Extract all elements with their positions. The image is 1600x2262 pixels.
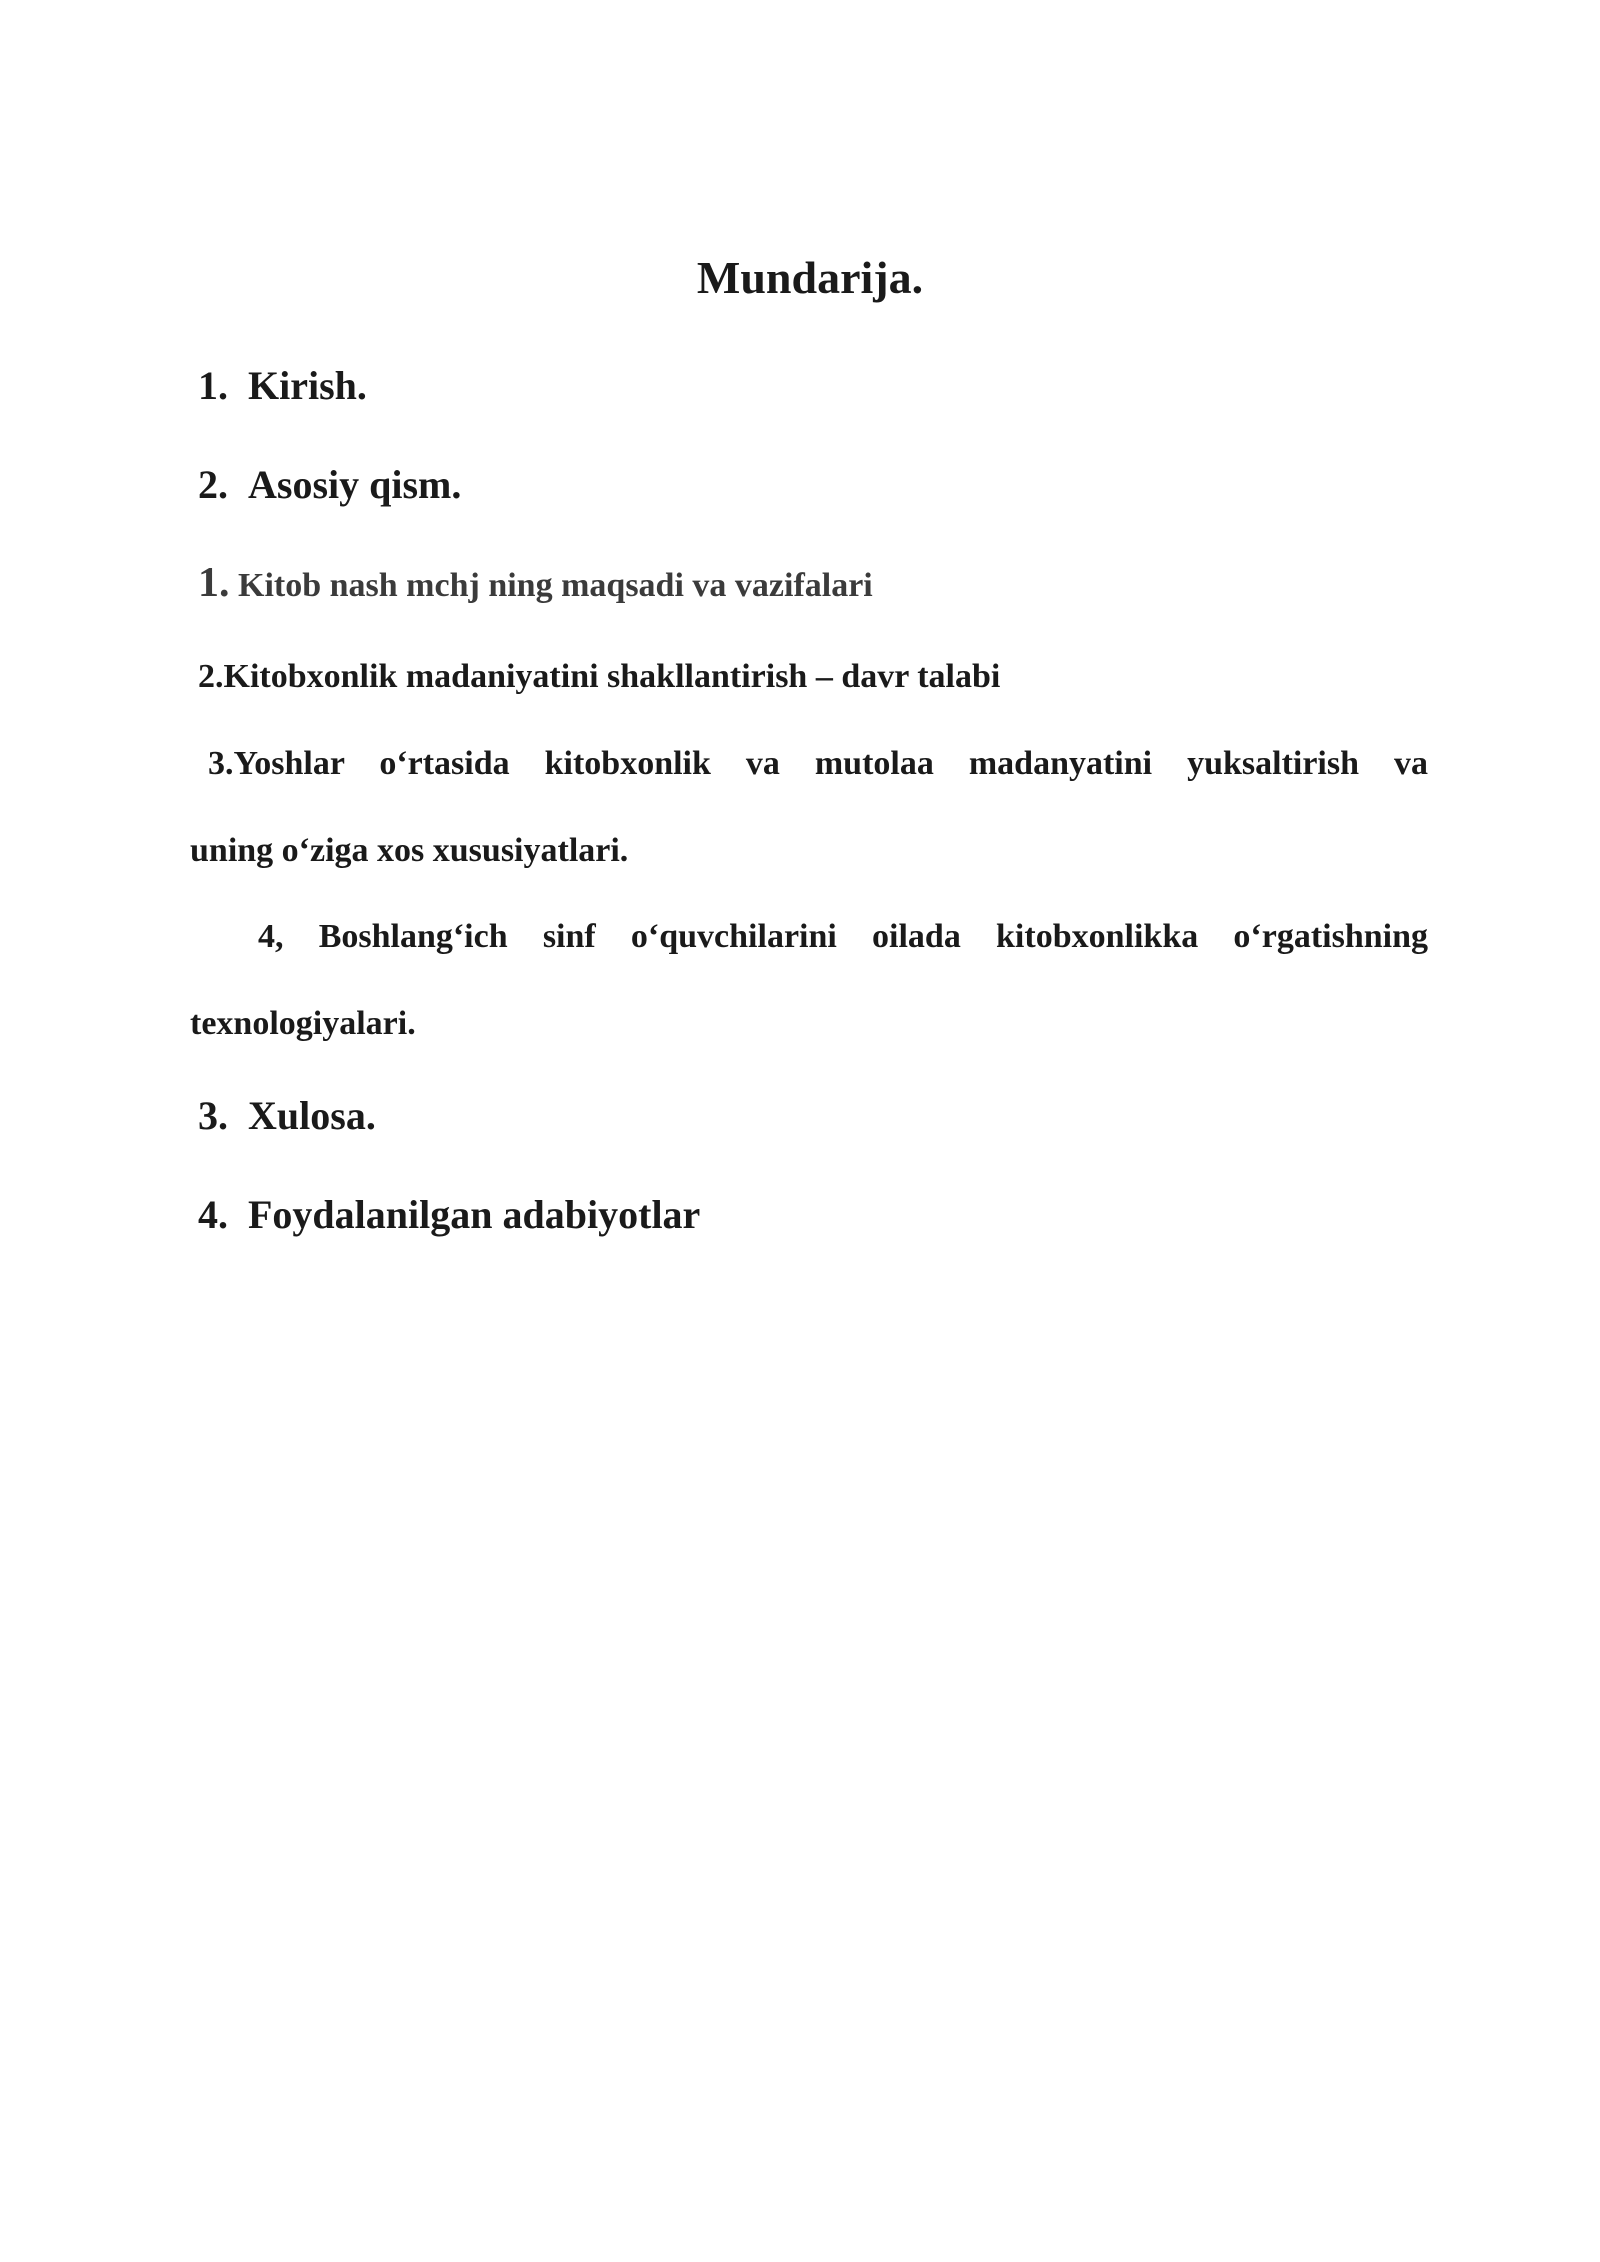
toc-item-label: Foydalanilgan adabiyotlar [248,1192,701,1237]
toc-item-adabiyotlar [198,1189,700,1241]
toc-item-number: 3. [208,745,234,782]
toc-item-number: 4. [198,1192,228,1237]
toc-subitem-boshlangich-continuation: texnologiyalari. [190,1005,416,1042]
toc-item-label: Kitobxonlik madaniyatini shakllantirish – davr talabi [223,658,1001,695]
toc-item-label: Xulosa. [248,1093,376,1138]
toc-item-kirish [198,360,367,412]
toc-subitem-boshlangich [258,915,1428,959]
toc-item-label: Kirish. [248,363,367,408]
toc-item-asosiy-qism [198,459,461,511]
toc-item-xulosa [198,1090,376,1142]
toc-item-number: 3. [198,1093,228,1138]
toc-subitem-kitobxonlik-madaniyati [198,655,1000,699]
toc-item-label: Kitob nash mchj ning maqsadi va vazifalari [238,567,873,604]
toc-subitem-yoshlar [208,742,1428,786]
toc-item-number: 2. [198,658,224,695]
toc-item-label: Asosiy qism. [248,462,462,507]
toc-subitem-yoshlar-continuation: uning o‘ziga xos xususiyatlari. [190,832,629,869]
toc-subitem-kitob-nash [198,561,873,608]
toc-item-number: 4, [258,918,284,955]
page-title: Mundarija. [696,252,924,303]
toc-item-number: 1. [198,363,228,408]
toc-item-number: 1. [198,560,230,606]
toc-item-number: 2. [198,462,228,507]
toc-item-label: Yoshlar o‘rtasida kitobxonlik va mutolaa madanyatini yuksaltirish va [233,745,1428,782]
toc-item-label: Boshlang‘ich sinf o‘quvchilarini oilada kitobxonlikka o‘rgatishning [318,918,1428,955]
